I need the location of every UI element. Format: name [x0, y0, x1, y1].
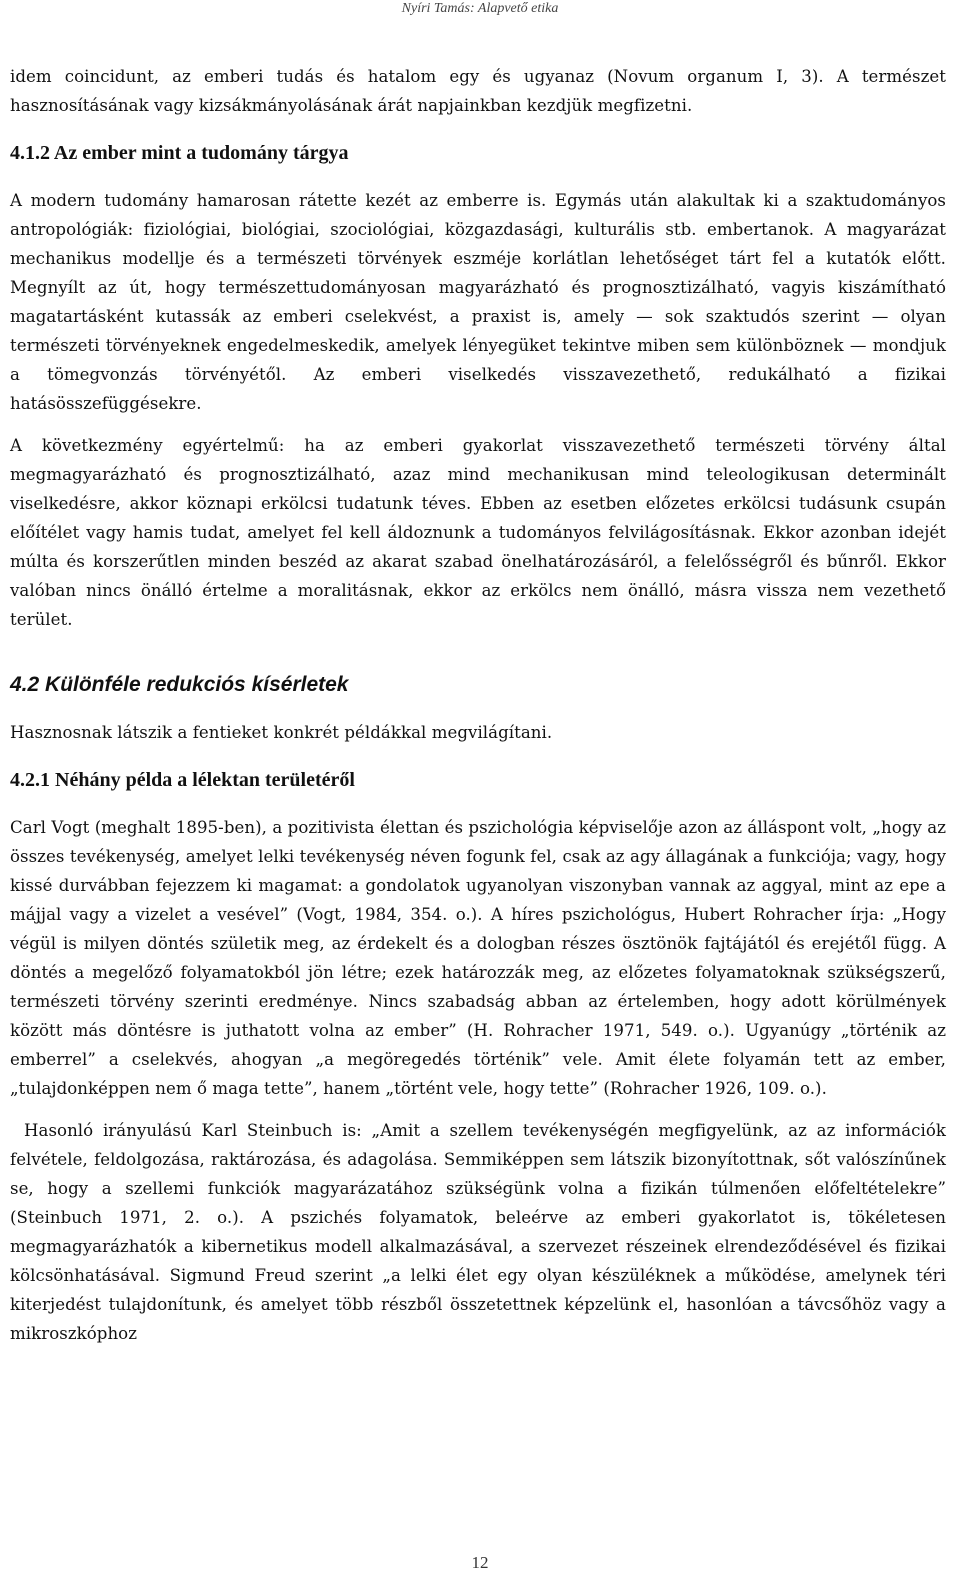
section-heading-4-2: 4.2 Különféle redukciós kísérletek [10, 673, 349, 696]
paragraph-examples-intro: Hasznosnak látszik a fentieket konkrét példákkal megvilágítani. [10, 723, 553, 742]
page-number: 12 [471, 1553, 489, 1572]
running-header: Nyíri Tamás: Alapvető etika [401, 1, 559, 16]
section-heading-4-2-1: 4.2.1 Néhány példa a lélektan területéről [10, 769, 355, 791]
section-heading-4-1-2: 4.1.2 Az ember mint a tudomány tárgya [10, 142, 349, 164]
paragraph-steinbuch-freud: Hasonló irányulású Karl Steinbuch is: „Amit a szellem tevékenységén megfigyelünk, az az információk felvétele, feldolgozása, raktározása, és adagolása. Semmiképpen sem látszik bizonyítottnak, sőt valószínűnek se, hogy a szellemi funkciók magyarázatához szükségünk volna a fizikán túlmenően előfeltételekre” (Steinbuch 1971, 2. o.). A pszichés folyamatok, beleérve az emberi gyakorlatot is, tökéletesen megmagyarázhatók a kibernetikus modell alkalmazásával, a szervezet részeinek elrendeződésével és fizikai kölcsönhatásával. Sigmund Freud szerint „a lelki élet egy olyan készüléknek a működése, amelynek téri kiterjedést tulajdonítunk, és amelyet több részből összetettnek képzelünk el, hasonlóan a távcsőhöz vagy a mikroszkóphoz [10, 1121, 946, 1343]
paragraph-consequence: A következmény egyértelmű: ha az emberi gyakorlat visszavezethető természeti törvény által megmagyarázható és prognosztizálható, azaz mind mechanikusan mind teleologikusan determinált viselkedésre, akkor köznapi erkölcsi tudatunk téves. Ebben az esetben előzetes erkölcsi tudásunk csupán előítélet vagy hamis tudat, amelyet fel kell áldoznunk a tudományos felvilágosításnak. Ekkor azonban idejét múlta és korszerűtlen minden beszéd az akarat szabad önelhatározásáról, a felelősségről és bűnről. Ekkor valóban nincs önálló értelme a moralitásnak, ekkor az erkölcs nem önálló, másra vissza nem vezethető terület. [10, 436, 946, 629]
text-flow [10, 62, 946, 1361]
paragraph-intro: idem coincidunt, az emberi tudás és hatalom egy és ugyanaz (Novum organum I, 3). A természet hasznosításának vagy kizsákmányolásának árát napjainkban kezdjük megfizetni. [10, 67, 946, 115]
paragraph-modern-science: A modern tudomány hamarosan rátette kezét az emberre is. Egymás után alakultak ki a szaktudományos antropológiák: fiziológiai, biológiai, szociológiai, közgazdasági, kulturális stb. embertanok. A magyarázat mechanikus modellje és a természeti törvények eszméje korlátlan lehetőséget tárt fel a kutatók előtt. Megnyílt az út, hogy természettudományosan magyarázható és prognosztizálható, vagyis kiszámítható magatartásként kutassák az emberi cselekvést, a praxist is, amely — sok szaktudós szerint — olyan természeti törvényeknek engedelmeskedik, amelyek lényegüket tekintve miben sem különböznek — mondjuk a tömegvonzás törvényétől. Az emberi viselkedés visszavezethető, redukálható a fizikai hatásösszefüggésekre. [10, 191, 946, 413]
paragraph-vogt-rohracher: Carl Vogt (meghalt 1895-ben), a pozitivista élettan és pszichológia képviselője azon az álláspont volt, „hogy az összes tevékenység, amelyet lelki tevékenység néven fogunk fel, csak az agy állagának a funkciója; vagy, hogy kissé durvábban fejezzem ki magamat: a gondolatok ugyanolyan viszonyban vannak az aggyal, mint az epe a májjal vagy a vizelet a vesével” (Vogt, 1984, 354. o.). A híres pszichológus, Hubert Rohracher írja: „Hogy végül is milyen döntés születik meg, az érdekelt és a dologban részes ösztönök fajtájától és erejétől függ. A döntés a megelőző folyamatokból jön létre; ezek határozzák meg, az előzetes folyamatoknak szükségszerű, természeti törvény szerinti eredménye. Nincs szabadság abban az értelemben, hogy adott körülmények között más döntésre is juthatott volna az ember” (H. Rohracher 1971, 549. o.). Ugyanúgy „történik az emberrel” a cselekvés, ahogyan „a megöregedés történik” vele. Amit élete folyamán tett az ember, „tulajdonképpen nem ő maga tette”, hanem „történt vele, hogy tette” (Rohracher 1926, 109. o.). [10, 818, 946, 1098]
